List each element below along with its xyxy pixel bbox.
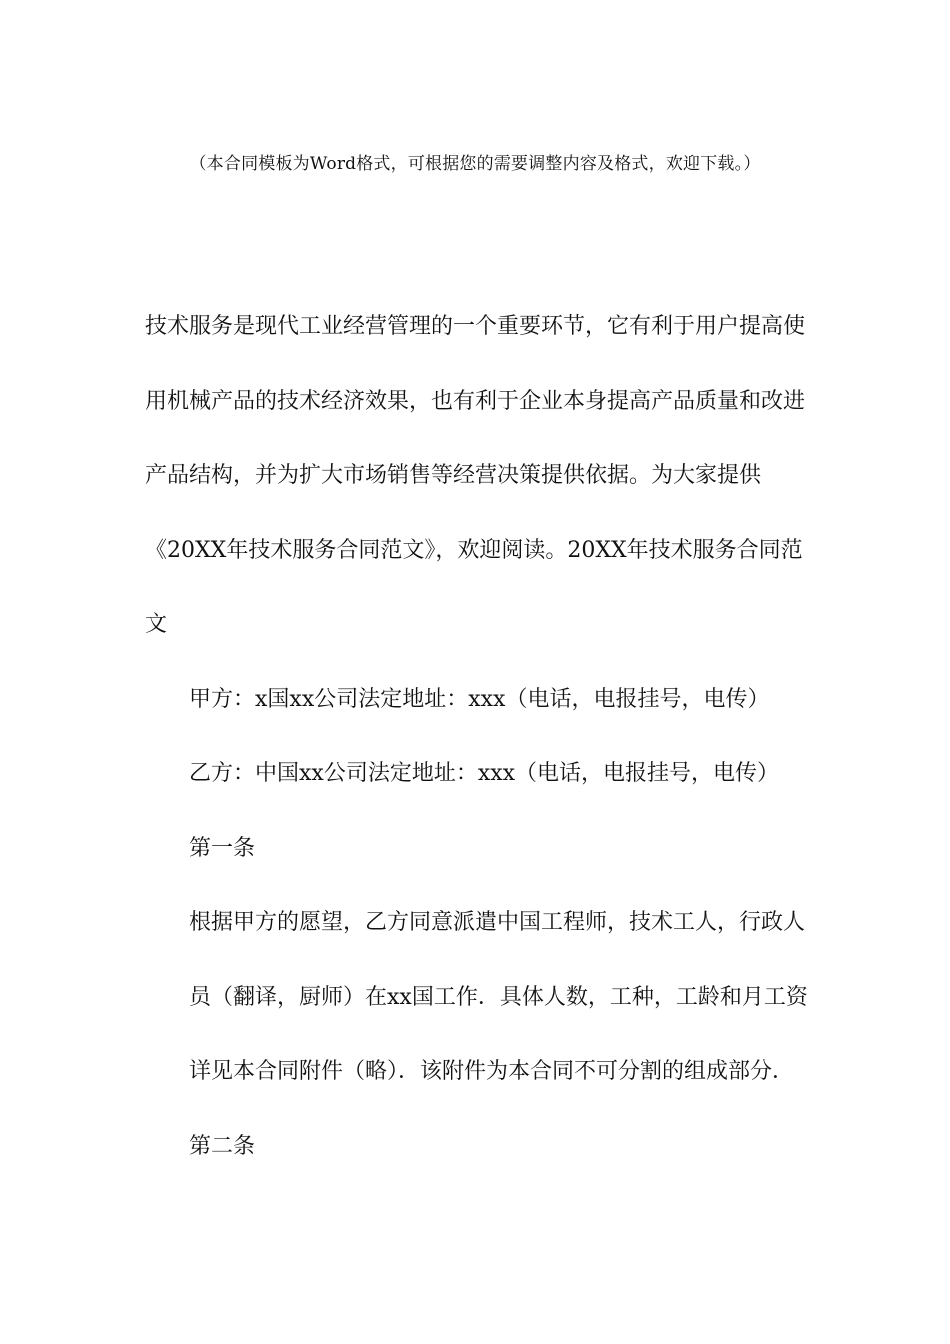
party-b-line: 乙方：中国xx公司法定地址：xxx（电话，电报挂号，电传） xyxy=(189,761,780,786)
document-body xyxy=(145,290,810,1184)
intro-paragraph: 技术服务是现代工业经营管理的一个重要环节，它有利于用户提高使用机械产品的技术经济效果，也有利于企业本身提高产品质量和改进产品结构，并为扩大市场销售等经营决策提供依据。为大家提供《20XX年技术服务合同范文》，欢迎阅读。20XX年技术服务合同范文 xyxy=(145,314,806,637)
article-1-heading: 第一条 xyxy=(189,835,256,861)
article-2-heading: 第二条 xyxy=(189,1133,256,1159)
article-1-paragraph: 根据甲方的愿望，乙方同意派遣中国工程师，技术工人，行政人员（翻译，厨师）在xx国工作．具体人数，工种，工龄和月工资详见本合同附件（略）．该附件为本合同不可分割的组成部分． xyxy=(189,910,808,1084)
template-note: （本合同模板为Word格式，可根据您的需要调整内容及格式，欢迎下载。） xyxy=(189,154,761,174)
party-a-line: 甲方：x国xx公司法定地址：xxx（电话，电报挂号，电传） xyxy=(189,686,770,712)
